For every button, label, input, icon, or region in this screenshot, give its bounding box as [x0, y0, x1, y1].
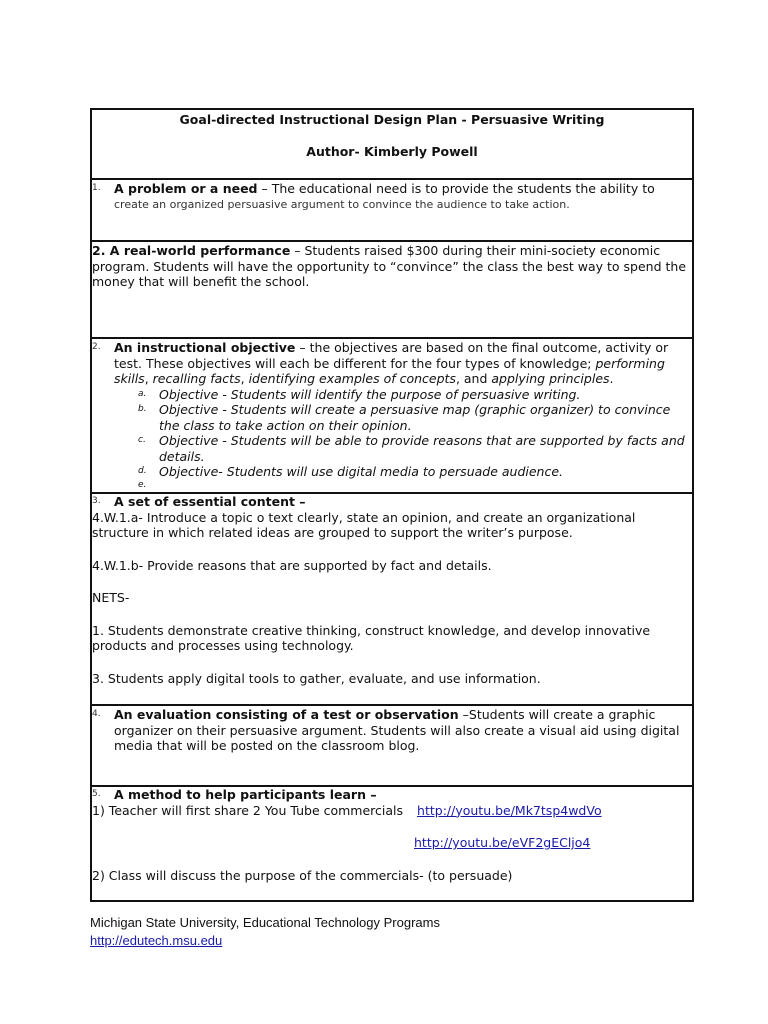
section-text: – The educational need is to provide the students the ability to: [257, 181, 655, 196]
objective-item: [92, 387, 692, 403]
section-text: – the objectives are based on the final outcome, activity or: [295, 340, 669, 355]
plan-title-block: [92, 110, 692, 180]
section-text: program. Students will have the opportunity to “convince” the class the best way to spend the: [92, 258, 687, 274]
section-text: – Students raised $300 during their mini-society economic: [290, 243, 661, 258]
nets-label: NETS-: [92, 590, 130, 605]
section-learning-method: [92, 787, 692, 902]
method-step: 1) Teacher will first share 2 You Tube commercials: [92, 802, 404, 818]
objective-text: Objective - Students will create a persuasive map (graphic organizer) to convince: [159, 402, 671, 417]
section-number: 2.: [92, 243, 106, 258]
section-evaluation: [92, 706, 692, 787]
objective-text: details.: [159, 448, 205, 464]
objective-text: Objective- Students will use digital media to persuade audience.: [159, 464, 564, 479]
nets-text: products and processes using technology.: [92, 638, 354, 653]
section-text: create an organized persuasive argument to convince the audience to take action.: [114, 197, 570, 211]
objective-letter: b.: [138, 404, 147, 414]
separator: ,: [144, 371, 153, 386]
section-number: 5.: [92, 789, 101, 799]
standard-text: 4.W.1.b- Provide reasons that are supported by fact and details.: [92, 557, 492, 573]
section-heading: A method to help participants learn –: [114, 787, 377, 802]
section-text: organizer on their persuasive argument. Students will also create a visual aid using digital: [114, 722, 680, 738]
standard-text: structure in which related ideas are grouped to support the writer’s purpose.: [92, 525, 573, 540]
section-text: –Students will create a graphic: [458, 707, 656, 722]
section-text: money that will benefit the school.: [92, 274, 310, 289]
knowledge-type: performing: [595, 355, 665, 371]
separator: , and: [455, 371, 492, 386]
section-problem-need: [92, 180, 692, 242]
objective-letter: a.: [138, 388, 147, 399]
footer-link[interactable]: http://edutech.msu.edu: [90, 933, 223, 948]
knowledge-type: identifying examples of concepts: [248, 371, 456, 386]
objective-text: Objective - Students will be able to provide reasons that are supported by facts and: [159, 433, 685, 448]
knowledge-type: applying principles: [491, 371, 610, 386]
objective-text: Objective - Students will identify the purpose of persuasive writing.: [159, 386, 581, 402]
youtube-link[interactable]: http://youtu.be/Mk7tsp4wdVo: [417, 802, 602, 818]
nets-text: 3. Students apply digital tools to gather, evaluate, and use information.: [92, 670, 541, 686]
standard-text: 4.W.1.a- Introduce a topic o text clearly, state an opinion, and create an organizational: [92, 509, 636, 525]
page-footer: [90, 914, 440, 950]
knowledge-type: recalling facts: [152, 371, 241, 386]
youtube-link[interactable]: http://youtu.be/eVF2gECljo4: [414, 835, 591, 850]
section-text: media that will be posted on the classroom blog.: [114, 738, 420, 753]
section-text: test. These objectives will each be different for the four types of knowledge;: [114, 355, 596, 371]
section-heading: An evaluation consisting of a test or observation: [114, 707, 459, 722]
objective-letter: e.: [138, 479, 147, 490]
objective-letter: d.: [138, 466, 147, 476]
objective-item: [92, 480, 692, 492]
section-number: 1.: [92, 183, 101, 193]
plan-author: Author- Kimberly Powell: [306, 144, 478, 159]
section-heading: A set of essential content –: [114, 494, 306, 509]
objective-item: [92, 433, 692, 464]
section-instructional-objective: [92, 339, 692, 494]
objective-text: the class to take action on their opinion.: [159, 417, 412, 433]
design-plan-table: [90, 108, 694, 902]
section-number: 3.: [92, 496, 101, 506]
separator: ,: [240, 371, 249, 386]
nets-text: 1. Students demonstrate creative thinking, construct knowledge, and develop innovative: [92, 622, 651, 638]
section-number: 2.: [92, 342, 101, 352]
separator: .: [609, 371, 614, 386]
objective-item: [92, 464, 692, 480]
section-real-world-performance: [92, 242, 692, 339]
plan-title: Goal-directed Instructional Design Plan - Persuasive Writing: [179, 112, 605, 127]
knowledge-type: skills: [114, 371, 145, 386]
footer-institution: Michigan State University, Educational Technology Programs: [90, 915, 440, 930]
section-essential-content: [92, 494, 692, 706]
section-heading: An instructional objective: [114, 340, 296, 355]
section-heading: A problem or a need: [114, 181, 258, 196]
section-number: 4.: [92, 709, 101, 719]
method-step: 2) Class will discuss the purpose of the commercials- (to persuade): [92, 867, 513, 883]
objective-letter: c.: [138, 435, 146, 445]
section-heading: A real-world performance: [105, 243, 291, 258]
objective-item: [92, 402, 692, 433]
